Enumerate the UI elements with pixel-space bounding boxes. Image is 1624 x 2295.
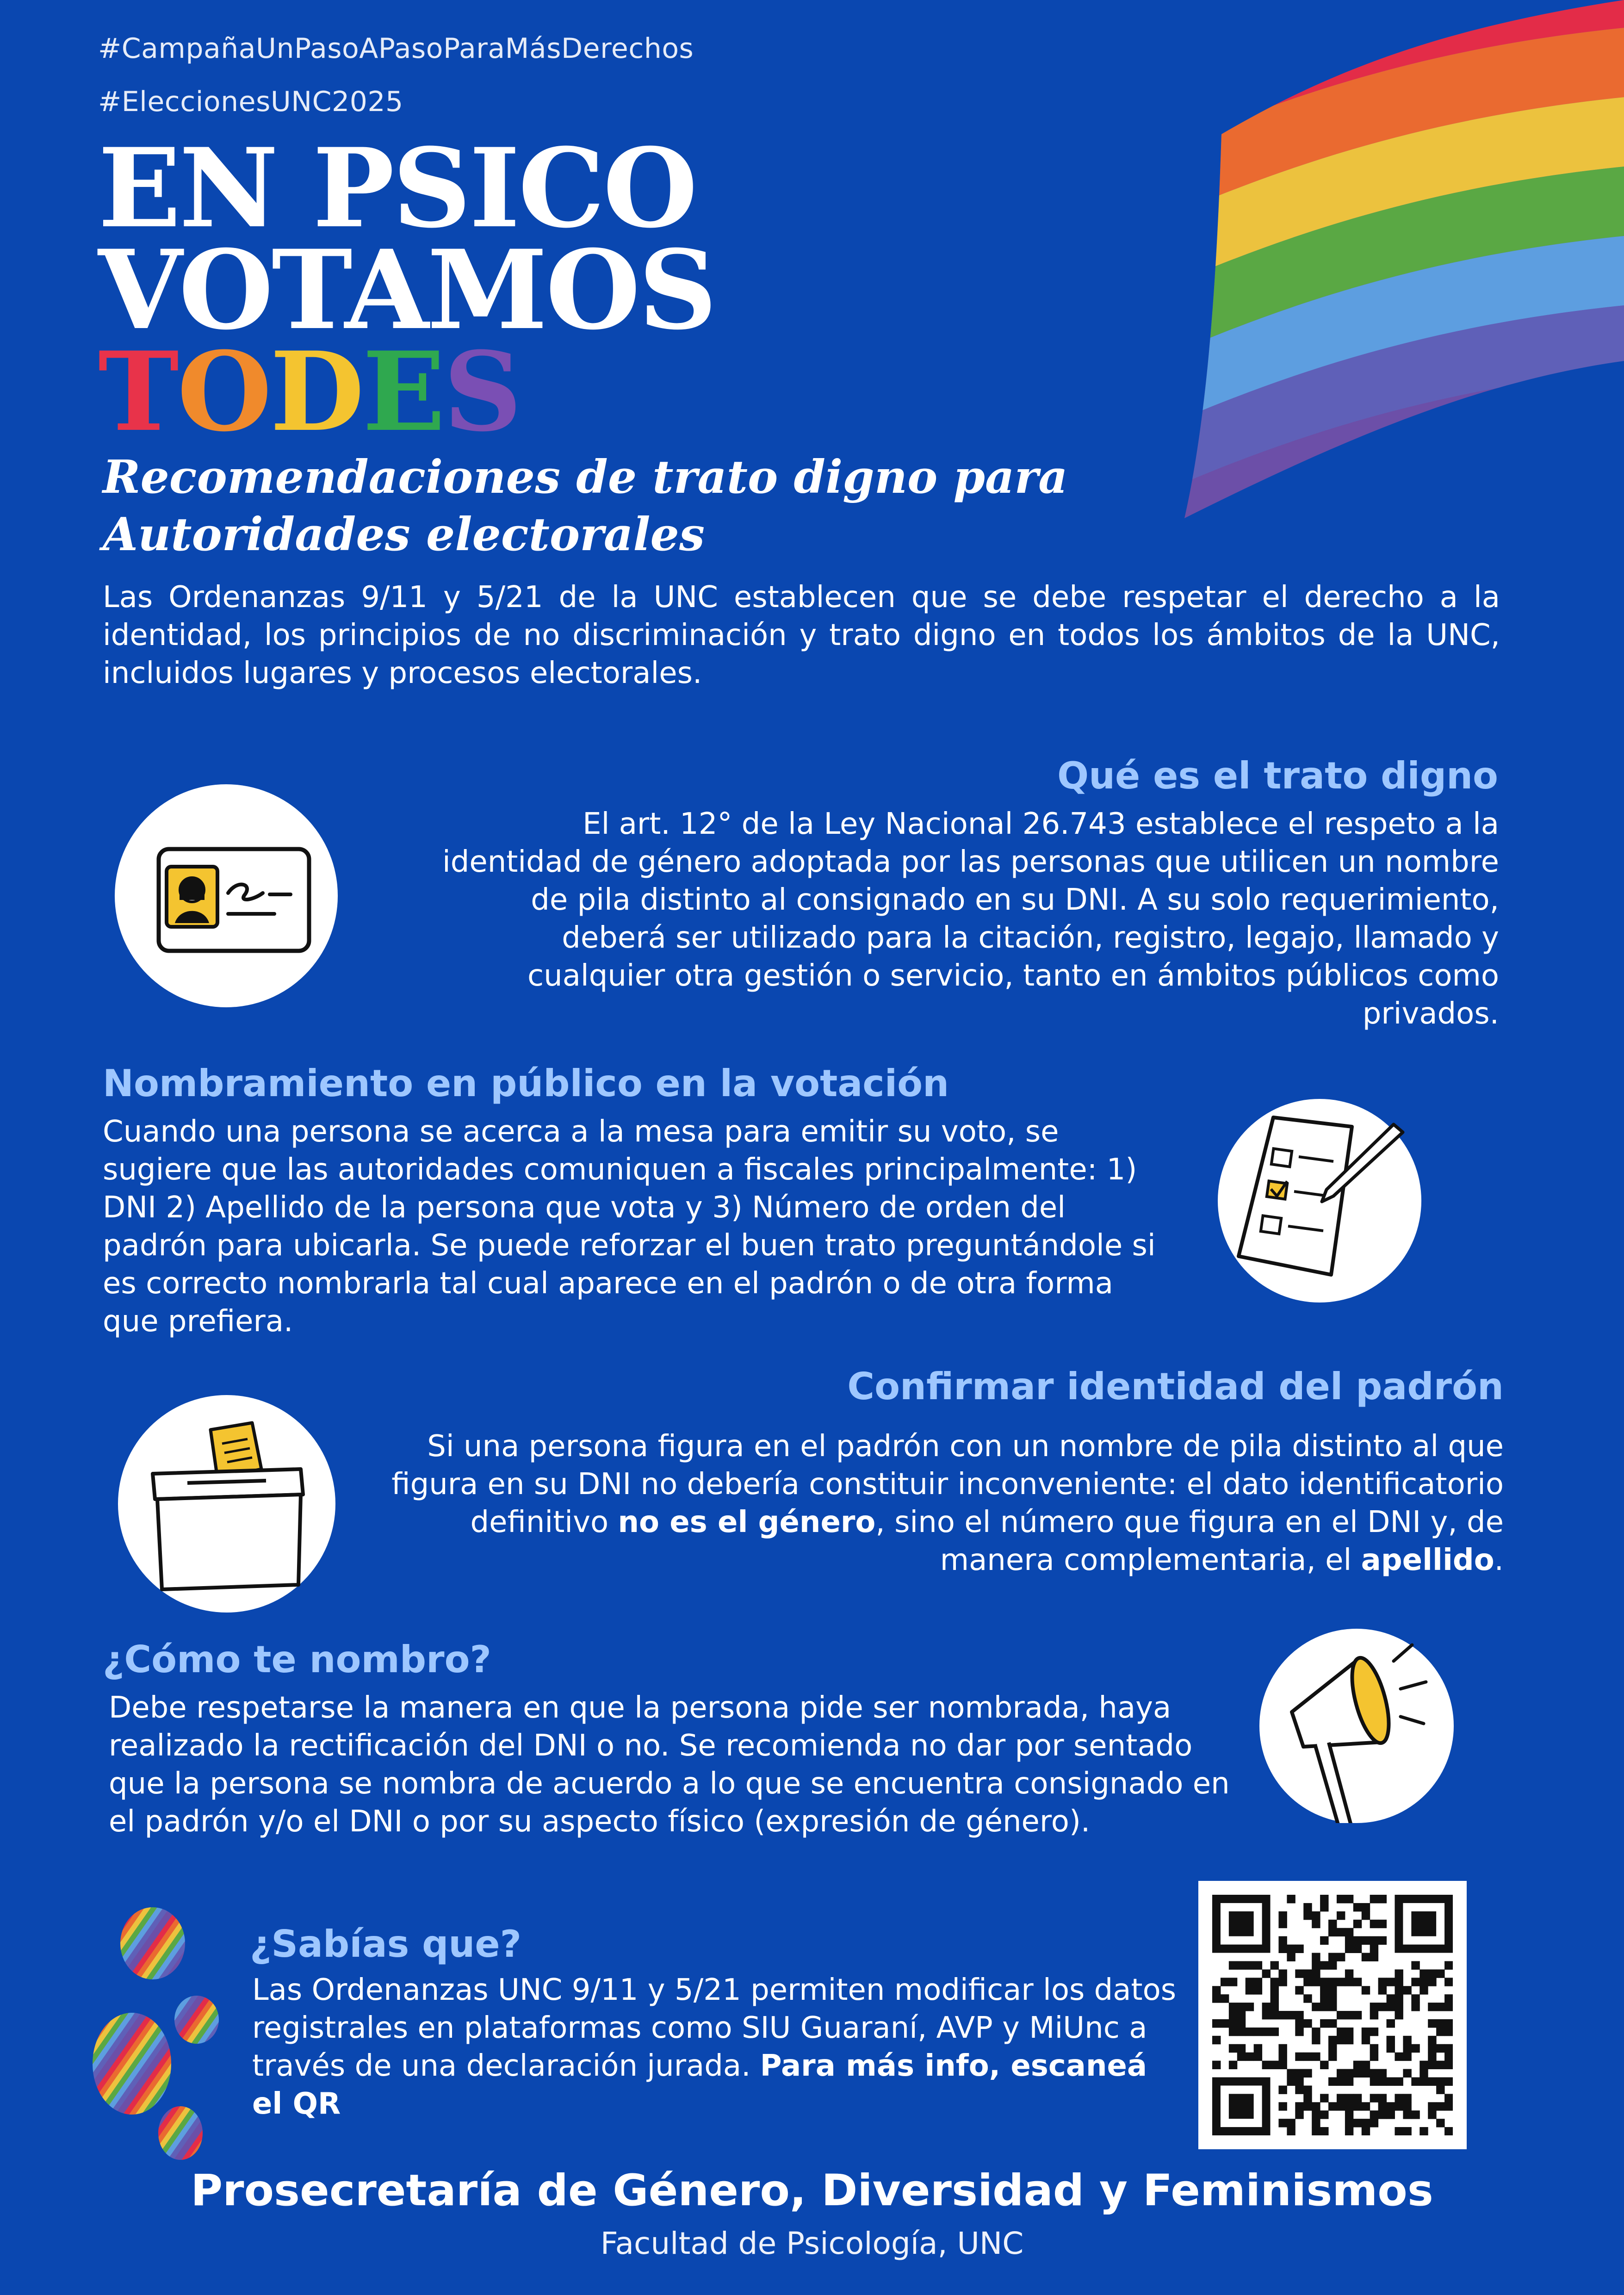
text-confirmar [379,1427,1504,1579]
rainbow-flag-icon [1166,0,1624,523]
ballot-box-icon [118,1395,335,1613]
text-confirmar-a: Si una persona figura en el padrón con un nombre de pila distinto al que figura en su DNI no debería constituir inconveniente: el dato identificatorio definitivo [391,1429,1504,1539]
megaphone-icon-circle [1259,1629,1454,1823]
qr-code-icon [1212,1895,1453,2135]
subtitle-line-1: Recomendaciones de trato digno para [103,451,1068,504]
id-card-icon [115,784,338,1007]
todes-letter: E [362,328,444,456]
text-nombramiento: Cuando una persona se acerca a la mesa para emitir su voto, se sugiere que las autoridades comuniquen a fiscales principalmente: 1) DNI 2) Apellido de la persona que vota y 3) Número de orden del padrón para ubicarla. Se puede reforzar el buen trato preguntándole si es correcto nombrarla tal cual aparece en el padrón o de otra forma que prefiera. [103,1115,1156,1339]
title-line-2: VOTAMOS [98,226,715,354]
text-confirmar-b: , sino el número que figura en el DNI y, de manera complementaria, el [875,1505,1504,1577]
text-sabias-que-body: Las Ordenanzas UNC 9/11 y 5/21 permiten modificar los datos registrales en plataformas como SIU Guaraní, AVP y MiUnc a través de una declaración jurada. [252,1973,1177,2083]
heading-como-te-nombro: ¿Cómo te nombro? [103,1638,491,1681]
subtitle-line-2: Autoridades electorales [103,508,705,561]
hashtag-elections: #EleccionesUNC2025 [98,86,403,118]
todes-letter: D [270,328,363,456]
text-confirmar-bold-genero: no es el género [618,1505,876,1539]
rainbow-ovals-decoration [88,1906,236,2165]
heading-nombramiento: Nombramiento en público en la votación [103,1062,949,1105]
todes-letter: O [177,328,270,456]
checklist-icon [1218,1099,1421,1303]
heading-trato-digno: Qué es el trato digno [1057,754,1498,797]
heading-sabias-que: ¿Sabías que? [250,1923,522,1966]
text-como-te-nombro: Debe respetarse la manera en que la persona pide ser nombrada, haya realizado la rectificación del DNI o no. Se recomienda no dar por sentado que la persona se nombra de acuerdo a lo que se encuentra consignado en el padrón y/o el DNI o por su aspecto físico (expresión de género). [109,1691,1230,1839]
text-sabias-que-bold: Para más info, escaneá el QR [252,2049,1147,2121]
hashtag-campaign: #CampañaUnPasoAPasoParaMásDerechos [98,32,694,65]
title-todes [98,328,521,456]
intro-paragraph: Las Ordenanzas 9/11 y 5/21 de la UNC establecen que se debe respetar el derecho a la identidad, los principios de no discriminación y trato digno en todos los ámbitos de la UNC, incluidos lugares y procesos electorales. [103,580,1500,690]
text-confirmar-bold-apellido: apellido [1361,1543,1494,1577]
id-card-icon-circle [115,784,338,1007]
subtitle [103,449,1213,564]
todes-letter: S [443,328,521,456]
qr-code[interactable] [1198,1881,1467,2149]
checklist-icon-circle [1218,1099,1421,1303]
footer-title: Prosecretaría de Género, Diversidad y Feminismos [191,2165,1433,2216]
megaphone-icon [1259,1629,1454,1823]
text-confirmar-c: . [1494,1543,1504,1577]
ballot-box-icon-circle [118,1395,335,1613]
text-trato-digno: El art. 12° de la Ley Nacional 26.743 establece el respeto a la identidad de género adoptada por las personas que utilicen un nombre de pila distinto al consignado en su DNI. A su solo requerimiento, deberá ser utilizado para la citación, registro, legajo, llamado y cualquier otra gestión o servicio, tanto en ámbitos públicos como privados. [442,807,1499,1031]
todes-letter: T [98,328,177,456]
text-sabias-que [252,1971,1187,2123]
title-line-1: EN PSICO [98,124,696,252]
footer-subtitle: Facultad de Psicología, UNC [600,2226,1024,2261]
heading-confirmar: Confirmar identidad del padrón [847,1365,1504,1408]
